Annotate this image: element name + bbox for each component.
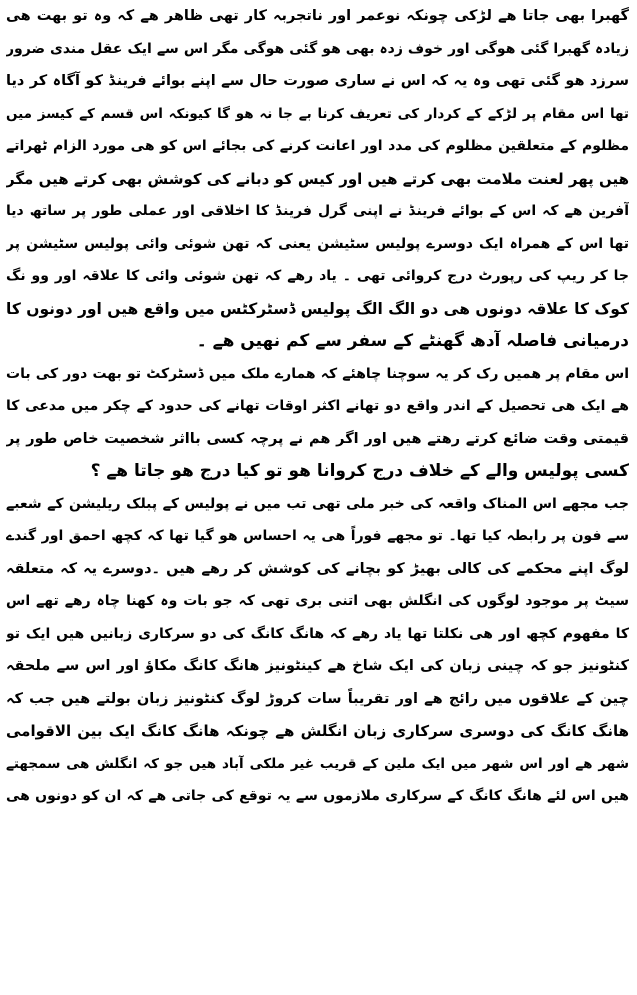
text-line: کوک کا علاقہ دونوں ھی دو الگ الگ پولیس ڈسٹرکٹس میں واقع ھیں اور دونوں کا: [6, 299, 629, 318]
text-line: اس مقام پر ھمیں رک کر یہ سوچنا چاھئے کہ ھمارے ملک میں ڈسٹرکٹ تو بھت دور کی بات: [6, 365, 629, 382]
text-line: لوگ اپنے محکمے کی کالی بھیڑ کو بچانے کی کوشش کر رھے ھیں ۔دوسرے یہ کہ متعلقہ: [6, 560, 629, 577]
text-line: تھا اس مقام پر لڑکے کے کردار کی تعریف کرنا بے جا نہ ھو گا کیونکہ اس قسم کے کیسز میں: [6, 105, 629, 122]
text-line: سیٹ پر موجود لوگوں کی انگلش بھی اتنی بری تھی کہ جو بات وہ کھنا چاہ رھے تھے اس: [6, 593, 629, 609]
text-line: مظلوم کے متعلقین مظلوم کی مدد اور اعانت کرنے کی بجائے اس کو ھی مورد الزام ٹھراتے: [6, 138, 629, 154]
text-line: تھا اس کے ھمراہ ایک دوسرے پولیس سٹیشن یعنی کہ تھن شوئی وائی پولیس سٹیشن پر: [6, 235, 629, 252]
text-line: ھیں پھر لعنت ملامت بھی کرتے ھیں اور کیس کو دبانے کی کوشش بھی کرتے ھیں مگر: [6, 169, 629, 188]
text-line: سے فون پر رابطہ کیا تھا۔ تو مجھے فوراً ھی یہ احساس ھو گیا تھا کہ کچھ احمق اور گندے: [6, 528, 629, 544]
text-line: کا مفھوم کچھ اور ھی نکلتا تھا یاد رھے کہ ھانگ کانگ کی دو سرکاری زبانیں ھیں ایک تو: [6, 625, 629, 642]
paragraph: [6, 358, 629, 488]
text-line: ھیں اس لئے ھانگ کانگ کے سرکاری ملازموں سے یہ توقع کی جاتی ھے کہ ان کو دونوں ھی: [6, 788, 629, 804]
text-line: جا کر ریپ کی رپورٹ درج کروائی تھی ۔ یاد رھے کہ تھن شوئی وائی کا علاقہ اور وو نگ: [6, 268, 629, 284]
text-line: قیمتی وقت ضائع کرتے رھتے ھیں اور اگر ھم نے پرچہ کسی بااثر شخصیت خاص طور پر: [6, 430, 629, 447]
paragraph: [6, 488, 629, 813]
text-line: جب مجھے اس المناک واقعہ کی خبر ملی تھی تب میں نے پولیس کے پبلک ریلیشن کے شعبے: [6, 495, 629, 512]
text-line: شھر ھے اور اس شھر میں ایک ملین کے قریب غیر ملکی آباد ھیں جو کہ انگلش ھی سمجھتے: [6, 755, 629, 772]
text-line: کسی پولیس والے کے خلاف درج کروانا ھو تو کیا درج ھو جاتا ھے ؟: [90, 461, 629, 481]
text-line: ھانگ کانگ کی دوسری سرکاری زبان انگلش ھے چونکہ ھانگ کانگ ایک بین الاقوامی: [6, 722, 629, 740]
text-line: گھبرا بھی جاتا ھے لڑکی چونکہ نوعمر اور ناتجربہ کار تھی ظاھر ھے کہ وہ تو بھت ھی: [6, 8, 629, 24]
text-line: چین کے علاقوں میں رائج ھے اور تقریباً سات کروڑ لوگ کنٹونیز زبان بولتے ھیں جب کہ: [6, 690, 629, 707]
text-line: کنٹونیز جو کہ چینی زبان کی ایک شاخ ھے کینٹونیز ھانگ کانگ مکاؤ اور اس سے ملحقہ: [6, 658, 629, 674]
text-line: درمیانی فاصلہ آدھ گھنٹے کے سفر سے کم نھیں ھے ۔: [196, 331, 629, 351]
text-line: ھے ایک ھی تحصیل کے اندر واقع دو تھانے اکثر اوقات تھانے کی حدود کے چکر میں مدعی کا: [6, 398, 629, 414]
text-line: سرزد ھو گئی تھی وہ یہ کہ اس نے ساری صورت حال سے اپنے بوائے فرینڈ کو آگاہ کر دیا: [6, 73, 629, 89]
text-line: زیادہ گھبرا گئی ھوگی اور خوف زدہ بھی ھو گئی ھوگی مگر اس سے ایک عقل مندی ضرور: [6, 40, 629, 57]
text-line: آفرین ھے کہ اس کے بوائے فرینڈ نے اپنی گرل فرینڈ کا اخلاقی اور عملی طور پر ساتھ دیا: [6, 203, 629, 219]
paragraph: [6, 0, 629, 358]
